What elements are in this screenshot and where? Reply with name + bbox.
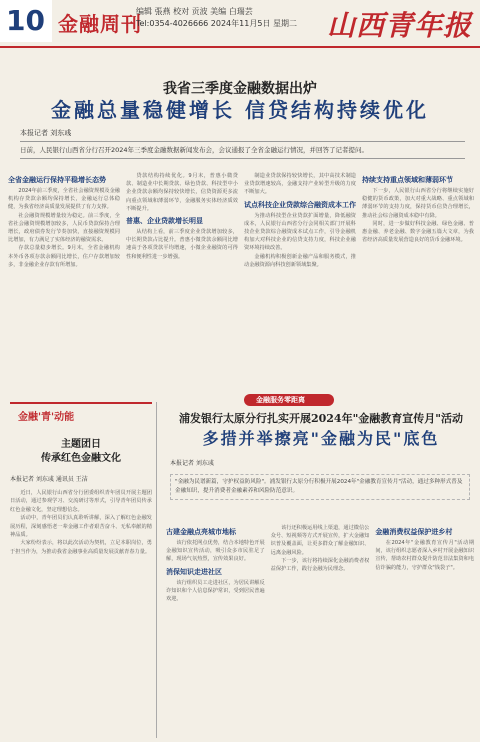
article-paragraph: 该行还积极运用线上渠道，通过微信公众号、短视频等方式开展宣传，扩大金融知识普及覆盖面，让更多群众了解金融知识、远离金融风险。 — [270, 525, 370, 556]
service-column-1 — [166, 524, 265, 738]
column-subheading: 全省金融运行保持平稳增长态势 — [8, 176, 106, 184]
masthead-divider — [0, 46, 480, 48]
article-paragraph: 近日，人民银行山西省分行团委组织青年团员开展主题团日活动，通过参观学习、交流研讨等形式，引导青年团员传承红色金融文化，坚定理想信念。 — [10, 490, 152, 513]
article-paragraph: 贷款结构持续优化。9月末，普惠小微贷款、制造业中长期贷款、绿色贷款、科技型中小企业贷款余额均保持较快增长，信贷资源更多流向重点领域和薄弱环节，金融服务实体经济质效不断提升。 — [126, 173, 238, 212]
article-paragraph: 为推动科技型企业贷款扩面增量，降低融资成本，人民银行山西省分行会同相关部门开展科技企业贷款综合融资成本试点工作，引导金融机构加大对科技企业的信贷支持力度，科技企业融资环境持续改善。 — [244, 212, 356, 252]
article-column-1 — [8, 172, 120, 390]
service-lede: "金融为民谱新篇，守护权益防风险"。浦发银行太原分行积极开展2024年"金融教育宣传月"活动，通过多种形式普及金融知识，提升消费者金融素养和风险防范意识。 — [170, 474, 470, 500]
main-headline: 金融总量稳健增长 信贷结构持续优化 — [51, 98, 429, 122]
service-kicker: 浦发银行太原分行扎实开展2024年"金融教育宣传月"活动 — [178, 412, 464, 425]
service-article-columns — [166, 524, 474, 738]
column-subheading: 持续支持重点领域和薄弱环节 — [362, 176, 453, 184]
main-kicker: 我省三季度金融数据出炉 — [163, 81, 317, 97]
sidebar-title-line: 主题团日 — [61, 439, 101, 450]
article-paragraph: 2024年前三季度，全省社会融资规模及金融机构存贷款余额均保持增长，金融运行总体稳健，为我省经济高质量发展提供了有力支撑。 — [8, 188, 120, 211]
newspaper-logo: 山西青年报 — [326, 9, 472, 42]
article-paragraph: 活动中，青年团员们认真聆听讲解，深入了解红色金融发展历程，深刻感悟老一辈金融工作者艰苦奋斗、无私奉献的精神品质。 — [10, 515, 152, 539]
date-line: Tel:0354-4026666 2024年11月5日 星期二 — [136, 19, 297, 28]
article-paragraph: 制造业贷款保持较快增长，其中高技术制造业贷款增速较高，金融支持产业转型升级的力度不断加大。 — [244, 173, 356, 196]
article-paragraph: 社会融资规模增量较为稳定。前三季度，全省社会融资规模增加较多，人民币贷款保持合理增长，政府债券发行节奏加快，直接融资规模同比增加，有力满足了实体经济的融资需求。 — [8, 212, 120, 244]
sidebar-byline: 本报记者 刘东彧 通讯员 王洁 — [10, 476, 88, 483]
article-column-2 — [126, 172, 238, 390]
article-column-3 — [244, 172, 356, 390]
article-paragraph: 该行依托网点优势，结合本地特色开展金融知识宣传活动，吸引众多市民驻足了解，现场气氛热烈，宣传效果良好。 — [166, 540, 265, 563]
article-paragraph: 该行组织员工走进社区，为居民讲解反诈知识和个人信息保护常识，受到居民普遍欢迎。 — [166, 579, 265, 603]
article-paragraph: 存款总量稳步增长。9月末，全省金融机构本外币各项存款余额同比增长，住户存款增加较多，非金融企业存款有所增加。 — [8, 245, 120, 268]
main-article-columns — [8, 172, 474, 390]
sidebar-feature — [10, 402, 152, 738]
service-badge-label: 金融服务零距离 — [256, 396, 305, 404]
page-number-box — [0, 0, 52, 42]
sidebar-tag-label: 金融'青'动能 — [18, 412, 75, 423]
main-byline: 本报记者 刘东彧 — [20, 129, 72, 137]
section-name: 金融周刊 — [58, 12, 142, 36]
sidebar-body — [10, 489, 152, 739]
column-subheading: 古建金融点亮城市地标 — [166, 528, 236, 536]
article-paragraph: 从结构上看，前三季度企业贷款增加较多，中长期贷款占比提升。普惠小微贷款余额同比增速高于各项贷款平均增速，小微企业融资的可得性和便利性进一步增强。 — [126, 229, 238, 260]
service-headline: 多措并举擦亮"金融为民"底色 — [202, 429, 440, 448]
article-paragraph: 金融机构积极创新金融产品和服务模式，推动金融资源向科技创新领域集聚。 — [244, 253, 356, 268]
article-paragraph: 下一步，人民银行山西省分行将继续实施好稳健的货币政策，加大对重大战略、重点领域和薄弱环节的支持力度，保持货币信贷合理增长，推动社会综合融资成本稳中有降。 — [362, 188, 474, 219]
article-paragraph: 同时，进一步做好科技金融、绿色金融、普惠金融、养老金融、数字金融五篇大文章，为我省经济高质量发展营造良好的货币金融环境。 — [362, 220, 474, 244]
page-number: 10 — [6, 4, 45, 37]
article-paragraph: 大家纷纷表示，将以此次活动为契机，立足本职岗位，勇于担当作为，为推动我省金融事业高质量发展贡献青春力量。 — [10, 540, 152, 555]
main-lede: 日前，人民银行山西省分行召开2024年三季度金融数据新闻发布会，会议通报了全省金融运行情况，并回答了记者提问。 — [20, 141, 465, 159]
service-byline: 本报记者 刘东彧 — [170, 460, 214, 467]
sidebar-title-line: 传承红色金融文化 — [41, 453, 121, 464]
column-subheading: 普惠、企业贷款增长明显 — [126, 217, 203, 226]
article-paragraph: 下一步，该行将持续深化金融消费者权益保护工作，践行金融为民理念。 — [270, 557, 370, 573]
column-divider — [156, 402, 157, 738]
column-subheading: 金融消费权益保护进乡村 — [375, 528, 453, 536]
editor-line: 编辑 張燕 校对 贡波 美编 白瑞芸 — [136, 7, 253, 16]
masthead — [0, 0, 480, 50]
service-badge — [244, 394, 334, 406]
masthead-meta — [136, 6, 297, 30]
service-column-2 — [271, 524, 370, 738]
article-paragraph: 在2024年"金融教育宣传月"活动期间，该行组织志愿者深入乡村开展金融知识宣传，帮助农村群众提升防范非法集资和电信诈骗的能力，守护群众"钱袋子"。 — [375, 540, 475, 571]
column-subheading: 试点科技企业贷款综合融资成本工作 — [244, 200, 356, 209]
article-column-4 — [362, 172, 474, 390]
sidebar-title — [10, 438, 152, 466]
column-subheading: 消保知识走进社区 — [166, 567, 222, 576]
service-column-3 — [375, 524, 474, 738]
sidebar-tag — [10, 402, 152, 424]
